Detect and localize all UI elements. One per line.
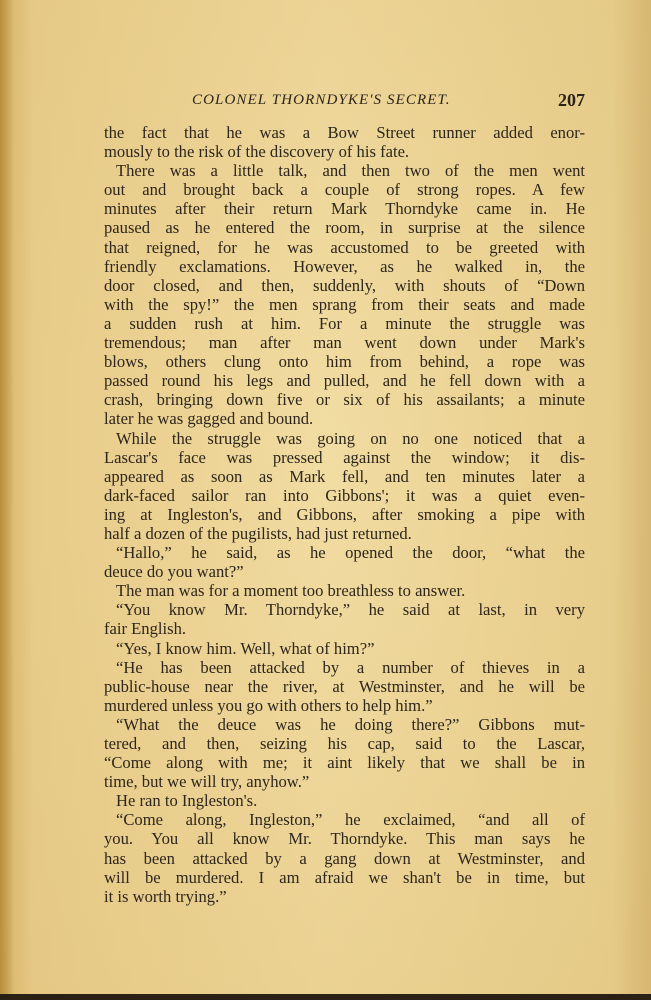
text-line: Lascar's face was pressed against the window; it dis-	[104, 447, 585, 467]
text-line: fair English.	[104, 619, 187, 639]
text-line: will be murdered. I am afraid we shan't be in time, but	[104, 867, 585, 887]
text-line: tremendous; man after man went down under Mark's	[104, 333, 585, 353]
text-line: paused as he entered the room, in surprise at the silence	[104, 218, 585, 238]
text-line: mously to the risk of the discovery of his fate.	[104, 142, 410, 162]
text-line: “Hallo,” he said, as he opened the door, “what the	[116, 543, 585, 563]
text-line: “Come along with me; it aint likely that we shall be in	[104, 753, 585, 773]
text-line: it is worth trying.”	[104, 886, 227, 906]
text-line: appeared as soon as Mark fell, and ten minutes later a	[104, 466, 585, 486]
text-line: deuce do you want?”	[104, 562, 244, 582]
text-line: with the spy!” the men sprang from their seats and made	[104, 294, 585, 314]
text-line: blows, others clung onto him from behind, a rope was	[104, 352, 585, 372]
text-line: There was a little talk, and then two of the men went	[116, 161, 585, 181]
text-line: dark-faced sailor ran into Gibbons'; it was a quiet even-	[104, 485, 585, 505]
text-line: “He has been attacked by a number of thieves in a	[116, 657, 585, 677]
text-line: crash, bringing down five or six of his assailants; a minute	[104, 390, 585, 410]
body-text	[104, 123, 585, 906]
text-line: “Yes, I know him. Well, what of him?”	[116, 638, 375, 658]
text-line: you. You all know Mr. Thorndyke. This man says he	[104, 829, 585, 849]
text-line: door closed, and then, suddenly, with shouts of “Down	[104, 275, 585, 295]
text-line: The man was for a moment too breathless to answer.	[116, 581, 466, 601]
text-line: later he was gagged and bound.	[104, 409, 314, 429]
text-line: minutes after their return Mark Thorndyke came in. He	[104, 199, 585, 219]
text-line: murdered unless you go with others to help him.”	[104, 695, 433, 715]
text-line: public-house near the river, at Westminster, and he will be	[104, 676, 585, 696]
text-line: out and brought back a couple of strong ropes. A few	[104, 180, 585, 200]
page-left-edge-shadow	[0, 0, 14, 1000]
text-line: passed round his legs and pulled, and he fell down with a	[104, 371, 585, 391]
text-line: tered, and then, seizing his cap, said to the Lascar,	[104, 734, 585, 753]
text-line: a sudden rush at him. For a minute the struggle was	[104, 313, 585, 333]
page-header	[104, 92, 585, 112]
text-line: has been attacked by a gang down at Westminster, and	[104, 848, 585, 868]
text-line: “Come along, Ingleston,” he exclaimed, “and all of	[116, 810, 585, 830]
text-line: friendly exclamations. However, as he walked in, the	[104, 256, 585, 276]
text-line: “What the deuce was he doing there?” Gibbons mut-	[116, 714, 585, 734]
text-line: that reigned, for he was accustomed to be greeted with	[104, 237, 585, 257]
text-line: He ran to Ingleston's.	[116, 791, 258, 811]
text-line: half a dozen of the pugilists, had just returned.	[104, 523, 412, 543]
page-number: 207	[558, 90, 585, 110]
page-bottom-edge	[0, 994, 651, 1000]
text-line: ing at Ingleston's, and Gibbons, after smoking a pipe with	[104, 504, 585, 524]
text-line: “You know Mr. Thorndyke,” he said at last, in very	[116, 600, 585, 620]
text-line: While the struggle was going on no one noticed that a	[116, 428, 585, 448]
text-line: the fact that he was a Bow Street runner added enor-	[104, 123, 585, 142]
running-title: COLONEL THORNDYKE'S SECRET.	[192, 92, 451, 108]
text-line: time, but we will try, anyhow.”	[104, 772, 310, 792]
